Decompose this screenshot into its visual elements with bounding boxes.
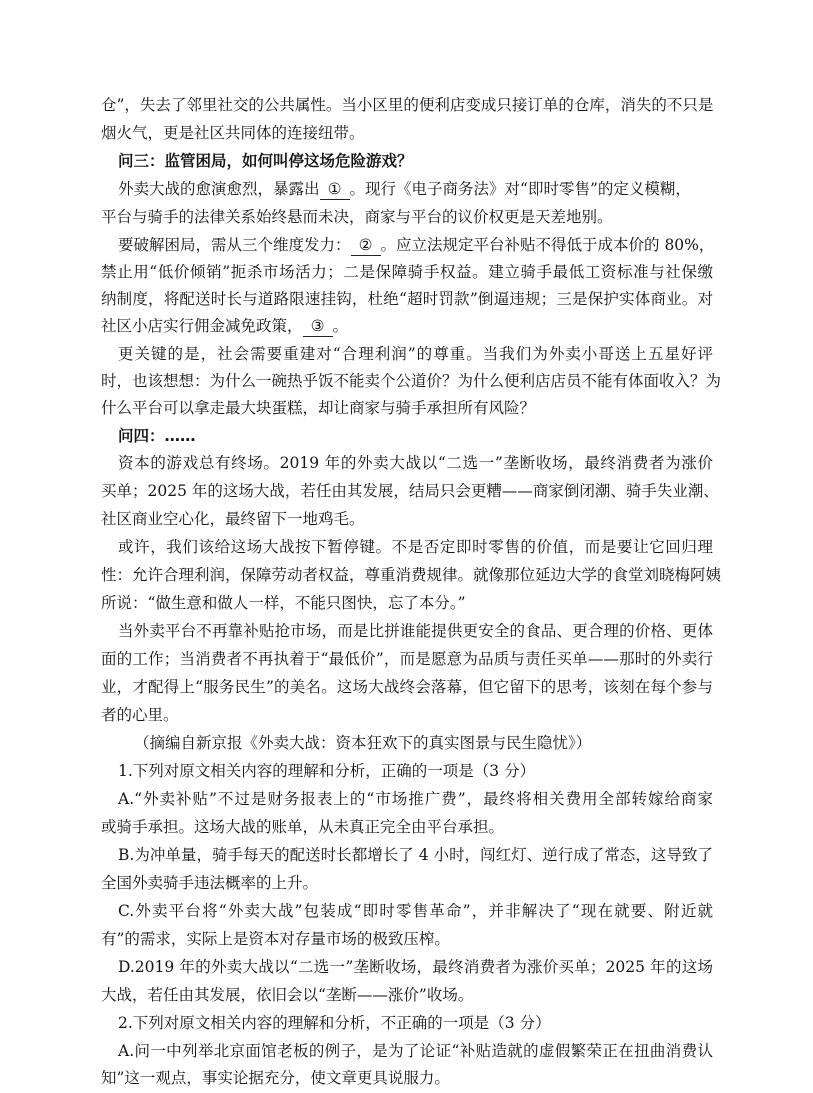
blank-1: ① [320, 179, 350, 200]
paragraph-line: 禁止用“低价倾销”扼杀市场活力；二是保障骑手权益。建立骑手最低工资标准与社保缴 [101, 263, 713, 281]
paragraph-line: 买单；2025 年的这场大战，若任由其发展，结局只会更糟——商家倒闭潮、骑手失业潮、 [101, 482, 719, 500]
blank-2: ② [351, 235, 381, 256]
section-heading-q4: 问四：…… [118, 427, 196, 445]
text-segment: 外卖大战的愈演愈烈，暴露出 [118, 180, 320, 198]
paragraph-line: 纳制度，将配送时长与道路限速挂钩，杜绝“超时罚款”倒逼违规；三是保护实体商业。对 [101, 290, 713, 308]
paragraph-line: 时，也该想想：为什么一碗热乎饭不能卖个公道价？为什么便利店店员不能有体面收入？为 [101, 372, 722, 390]
paragraph-line [101, 316, 713, 337]
paragraph-line: 社区商业空心化，最终留下一地鸡毛。 [101, 510, 365, 528]
text-segment: 社区小店实行佣金减免政策， [101, 317, 303, 335]
paragraph-line: 或许，我们该给这场大战按下暂停键。不是否定即时零售的价值，而是要让它回归理 [118, 538, 713, 556]
paragraph-line: 什么平台可以拿走最大块蛋糕，却让商家与骑手承担所有风险？ [101, 399, 536, 417]
paragraph-line [118, 235, 730, 256]
blank-3: ③ [303, 316, 333, 337]
source-citation: （摘编自新京报《外卖大战：资本狂欢下的真实图景与民生隐忧》） [134, 734, 592, 752]
question-1-option-d: D.2019 年的外卖大战以“二选一”垄断收场，最终消费者为涨价买单；2025 年的这场 [118, 958, 713, 976]
paragraph-line: 性：允许合理利润，保障劳动者权益，尊重消费规律。就像那位延边大学的食堂刘晓梅阿姨 [101, 566, 722, 584]
paragraph-line: 当外卖平台不再靠补贴抢市场，而是比拼谁能提供更安全的食品、更合理的价格、更体 [118, 622, 713, 640]
paragraph-line: 更关键的是，社会需要重建对“合理利润”的尊重。当我们为外卖小哥送上五星好评 [118, 345, 713, 363]
question-1-option-b: B.为冲单量，骑手每天的配送时长都增长了 4 小时，闯红灯、逆行成了常态，这导致了 [118, 846, 713, 864]
paragraph-line: 仓”，失去了邻里社交的公共属性。当小区里的便利店变成只接订单的仓库，消失的不只是 [101, 96, 714, 114]
question-1-option-d-cont: 大战，若任由其发展，依旧会以“垄断——涨价”收场。 [101, 986, 474, 1004]
text-segment: 。 [332, 317, 349, 335]
paragraph-line: 资本的游戏总有终场。2019 年的外卖大战以“二选一”垄断收场，最终消费者为涨价 [118, 454, 713, 472]
paragraph-line: 面的工作；当消费者不再执着于“最低价”，而是愿意为品质与责任买单——那时的外卖行 [101, 650, 713, 668]
question-2-option-a: A.问一中列举北京面馆老板的例子，是为了论证“补贴造就的虚假繁荣正在扭曲消费认 [118, 1042, 713, 1060]
paragraph-line: 平台与骑手的法律关系始终悬而未决，商家与平台的议价权更是天差地别。 [101, 208, 613, 226]
text-segment: 。应立法规定平台补贴不得低于成本价的 80%， [380, 236, 715, 254]
paragraph-line: 烟火气，更是社区共同体的连接纽带。 [101, 124, 365, 142]
paragraph-line: 者的心里。 [101, 706, 179, 724]
paragraph-line: 业，才配得上“服务民生”的美名。这场大战终会落幕，但它留下的思考，该刻在每个参与 [101, 678, 713, 696]
question-1-option-c-cont: 有”的需求，实际上是资本对存量市场的极致压榨。 [101, 930, 450, 948]
text-segment: 。现行《电子商务法》对“即时零售”的定义模糊， [349, 180, 691, 198]
section-heading-q3: 问三：监管困局，如何叫停这场危险游戏？ [118, 152, 413, 170]
question-2: 2.下列对原文相关内容的理解和分析，不正确的一项是（3 分） [118, 1014, 551, 1032]
question-1-option-c: C.外卖平台将“外卖大战”包装成“即时零售革命”，并非解决了“现在就要、附近就 [118, 902, 713, 920]
question-1-option-a: A.“外卖补贴”不过是财务报表上的“市场推广费”，最终将相关费用全部转嫁给商家 [118, 790, 713, 808]
paragraph-line: 所说：“做生意和做人一样，不能只图快，忘了本分。” [101, 594, 466, 612]
question-1-option-b-cont: 全国外卖骑手违法概率的上升。 [101, 874, 319, 892]
question-2-option-a-cont: 知”这一观点，事实论据充分，使文章更具说服力。 [101, 1069, 450, 1087]
question-1-option-a-cont: 或骑手承担。这场大战的账单，从未真正完全由平台承担。 [101, 818, 505, 836]
paragraph-line [118, 179, 730, 200]
text-segment: 要破解困局，需从三个维度发力： [118, 236, 351, 254]
question-1: 1.下列对原文相关内容的理解和分析，正确的一项是（3 分） [118, 762, 536, 780]
